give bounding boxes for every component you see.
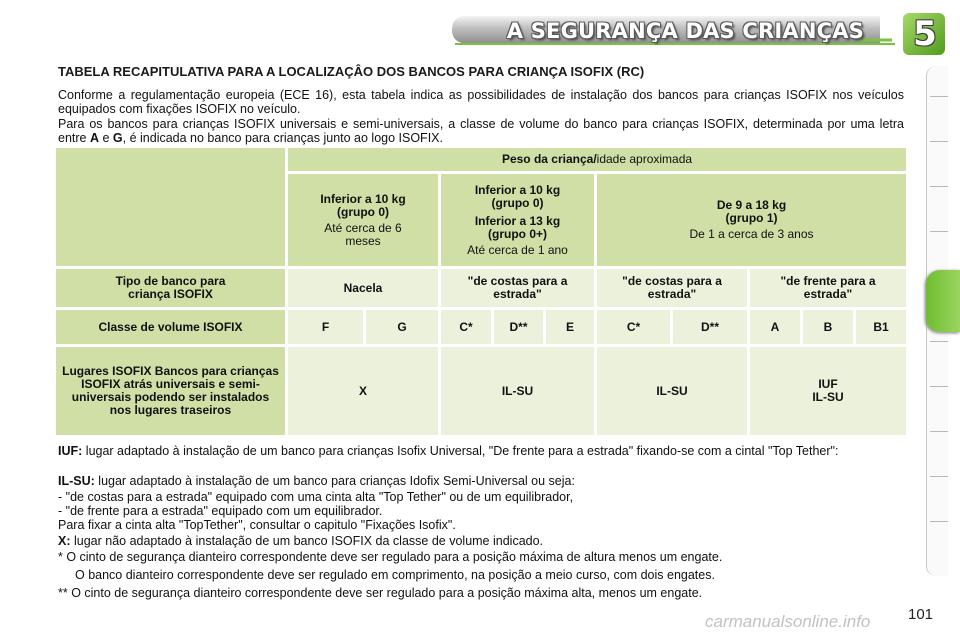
tab-divider <box>930 386 948 387</box>
volume-class-value: A <box>770 319 780 334</box>
class-letter-g: G <box>112 131 123 145</box>
intro-paragraph-class <box>58 117 904 145</box>
volume-class-cell <box>546 310 594 344</box>
seat-type-value: "de frente para a estrada" <box>780 274 876 301</box>
tab-divider <box>930 476 948 477</box>
group-title: Inferior a 10 kg (grupo 0) <box>474 182 561 210</box>
tab-divider <box>930 186 948 187</box>
table-corner-cell <box>56 148 285 266</box>
volume-class-cell <box>856 310 906 344</box>
row-label-text: Classe de volume ISOFIX <box>98 319 243 334</box>
row-label-text: Tipo de banco para criança ISOFIX <box>115 274 226 301</box>
volume-class-value: C* <box>626 319 641 334</box>
volume-class-value: B <box>823 319 833 334</box>
group-age: De 1 a cerca de 3 anos <box>689 227 814 241</box>
tab-divider <box>930 431 948 432</box>
chapter-header <box>0 0 960 56</box>
volume-class-value: G <box>397 319 407 334</box>
note-iuf <box>58 444 904 458</box>
tab-divider <box>930 141 948 142</box>
group-column-1 <box>597 174 906 266</box>
section-heading: TABELA RECAPITULATIVA PARA A LOCALIZAÇÂO DOS BANCOS PARA CRIANÇA ISOFIX (RC) <box>58 64 645 79</box>
volume-class-value: D** <box>509 319 528 334</box>
active-chapter-tab[interactable] <box>926 270 960 332</box>
weight-header-label: Peso da criança/ <box>501 152 597 166</box>
isofix-place-value: IL-SU <box>656 383 688 398</box>
note-key: IUF: <box>58 444 83 458</box>
volume-class-cell <box>597 310 670 344</box>
intro-paragraph: Conforme a regulamentação europeia (ECE 16), esta tabela indica as possibilidades de instalação dos bancos para crianças ISOFIX nos veículos equipados com fixações ISOFIX no veículo. <box>58 88 904 116</box>
seat-type-cell <box>597 269 747 307</box>
weight-age-header <box>288 148 906 171</box>
volume-class-value: C* <box>459 319 473 334</box>
note-dash-front: - "de frente para a estrada" equipado com um equilibrador. <box>58 504 383 518</box>
isofix-place-cell <box>441 347 594 435</box>
group-age: Até cerca de 6 meses <box>324 220 402 248</box>
seat-type-value: Nacela <box>343 280 383 295</box>
seat-type-cell <box>750 269 906 307</box>
group-age: Até cerca de 1 ano <box>467 242 568 257</box>
group-title: Inferior a 13 kg (grupo 0+) <box>474 213 561 241</box>
note-dash-rear: - "de costas para a estrada" equipado com uma cinta alta "Top Tether" ou de um equilibrador, <box>58 490 574 504</box>
volume-class-cell <box>366 310 438 344</box>
isofix-place-value: IL-SU <box>501 383 534 398</box>
isofix-place-value: IUF IL-SU <box>812 377 844 404</box>
note-ilsu <box>58 474 904 488</box>
tab-divider <box>930 341 948 342</box>
note-star-1-seat: O banco dianteiro correspondente deve ser regulado em comprimento, na posição a meio curso, com dois engates. <box>75 568 715 582</box>
seat-type-value: "de costas para a estrada" <box>467 274 568 301</box>
seat-type-cell <box>288 269 438 307</box>
note-star-1: * O cinto de segurança dianteiro correspondente deve ser regulado para a posição máxima de altura menos um engate. <box>58 550 723 564</box>
volume-class-value: F <box>321 319 330 334</box>
row-label-text: Lugares ISOFIX Bancos para crianças ISOFIX atrás universais e semi-universais podendo ser instalados nos lugares traseiros <box>62 364 279 417</box>
note-star-2: ** O cinto de segurança dianteiro correspondente deve ser regulado para a posição máxima alta, menos um engate. <box>58 586 703 600</box>
group-column-0-nacela <box>288 174 438 266</box>
volume-class-cell <box>673 310 747 344</box>
isofix-summary-table <box>56 148 906 437</box>
volume-class-cell <box>750 310 800 344</box>
volume-class-cell <box>494 310 543 344</box>
note-key: IL-SU: <box>58 474 95 488</box>
row-label-volume-class <box>56 310 285 344</box>
row-label-isofix-places <box>56 347 285 435</box>
note-text: lugar adaptado à instalação de um banco para crianças Isofix Universal, "De frente para a estrada" fixando-se com a cintal "Top Tether": <box>82 444 839 458</box>
volume-class-cell <box>441 310 491 344</box>
isofix-place-cell <box>750 347 906 435</box>
volume-class-cell <box>288 310 363 344</box>
isofix-place-cell <box>597 347 747 435</box>
row-label-seat-type <box>56 269 285 307</box>
page-number: 101 <box>908 606 934 623</box>
tab-divider <box>930 521 948 522</box>
note-key: X: <box>58 534 71 548</box>
volume-class-value: E <box>565 319 574 334</box>
note-text: lugar não adaptado à instalação de um banco ISOFIX da classe de volume indicado. <box>70 534 544 548</box>
tab-divider <box>930 231 948 232</box>
volume-class-value: B1 <box>873 319 889 334</box>
class-letter-a: A <box>89 131 99 145</box>
seat-type-cell <box>441 269 594 307</box>
isofix-place-value: X <box>358 383 367 398</box>
weight-header-sub: idade aproximada <box>596 152 693 166</box>
seat-type-value: "de costas para a estrada" <box>622 274 722 301</box>
group-title: De 9 a 18 kg (grupo 1) <box>716 198 787 225</box>
note-text: lugar adaptado à instalação de um banco para crianças Idofix Semi-Universal ou seja: <box>94 474 575 488</box>
chapter-title: A SEGURANÇA DAS CRIANÇAS <box>506 19 864 43</box>
chapter-number-badge: 5 <box>913 14 937 54</box>
intro-text: , é indicada no banco para crianças junto ao logo ISOFIX. <box>122 131 443 145</box>
note-x <box>58 534 904 548</box>
watermark: carmanualsonline.info <box>705 612 871 631</box>
group-title: Inferior a 10 kg (grupo 0) <box>320 191 406 219</box>
volume-class-cell <box>803 310 853 344</box>
note-top-tether: Para fixar a cinta alta "TopTether", consultar o capitulo "Fixações Isofix". <box>58 518 456 532</box>
intro-text: e <box>99 131 113 145</box>
tab-divider <box>930 96 948 97</box>
isofix-place-cell <box>288 347 438 435</box>
volume-class-value: D** <box>700 319 719 334</box>
group-column-0-rear <box>441 174 594 266</box>
intro-text: Para os bancos para crianças ISOFIX universais e semi-universais, a classe de volume do banco para crianças ISOFIX, determinada por uma letra entre <box>58 117 904 145</box>
